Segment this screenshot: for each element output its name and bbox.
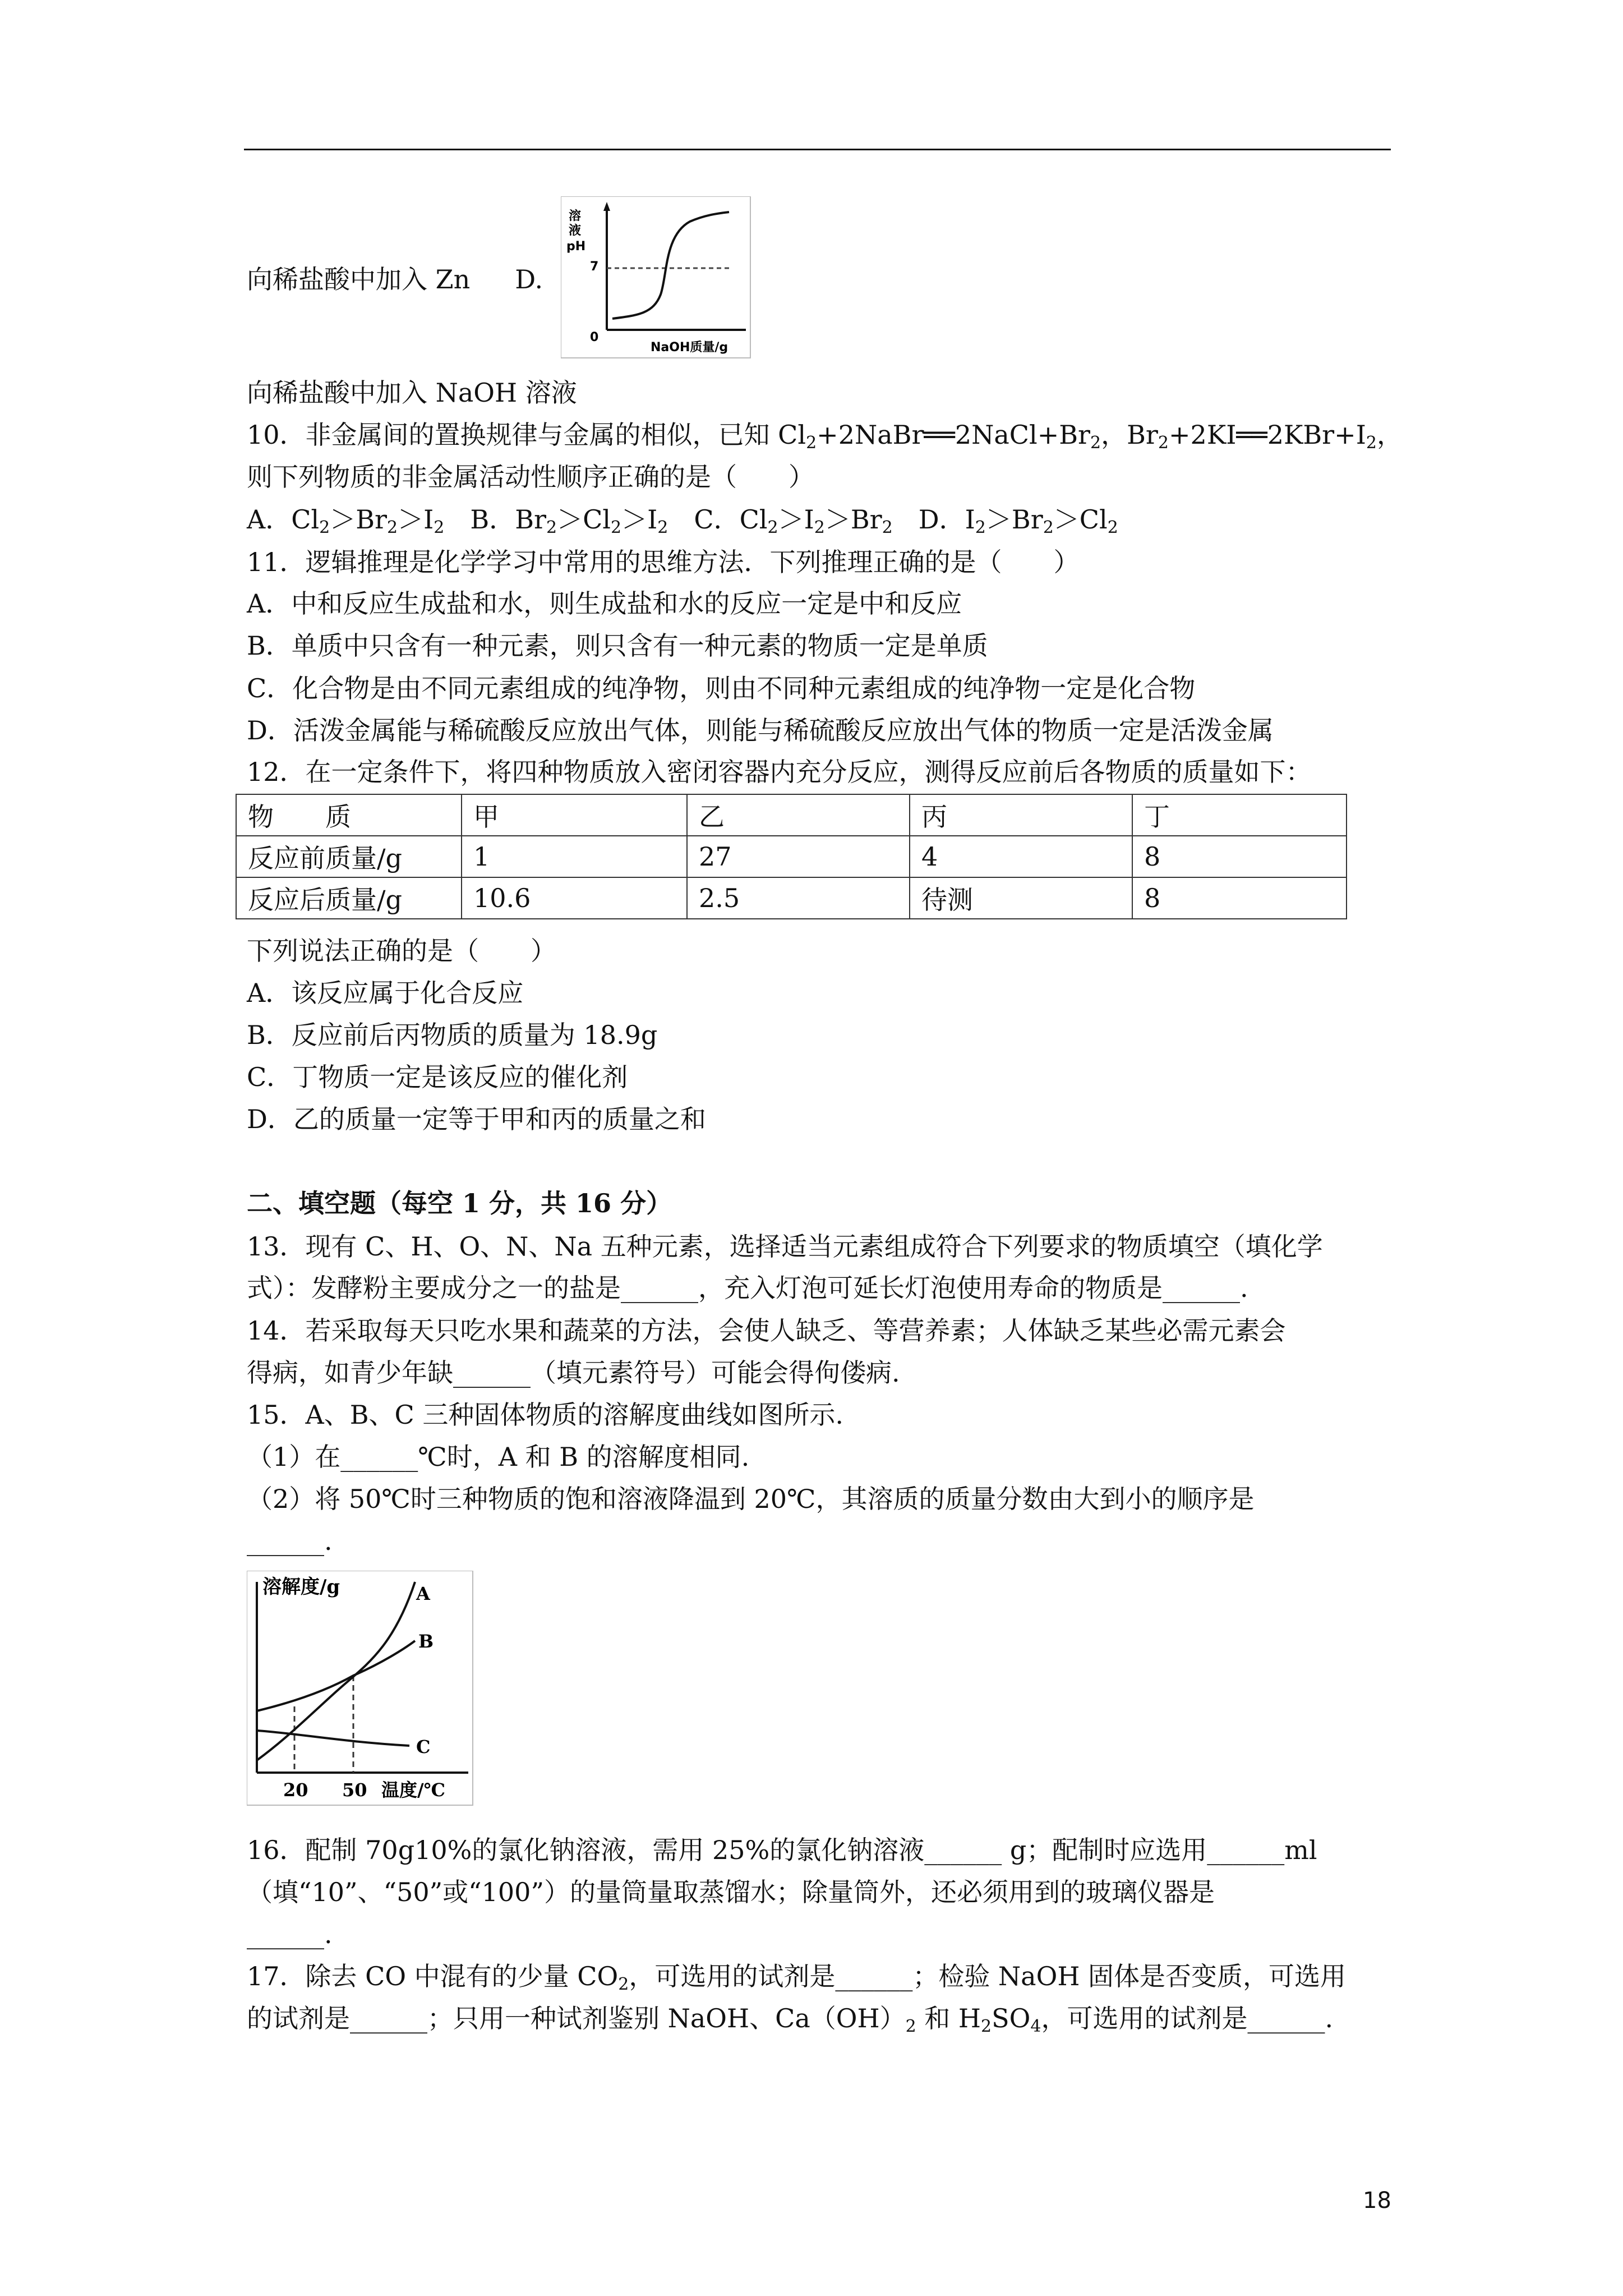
header-rule: [244, 149, 1391, 150]
origin-label: 0: [590, 330, 599, 344]
q15-stem: 15．A、B、C 三种固体物质的溶解度曲线如图所示.: [247, 1400, 843, 1430]
table-cell: 10.6: [462, 877, 687, 919]
q15-part2-blank: ______.: [247, 1526, 333, 1556]
table-cell: 甲: [462, 794, 687, 836]
q17-line2: 的试剂是______；只用一种试剂鉴别 NaOH、$Ca(OH)_2$ 和 $H_2SO_4$，可选用的试剂是______.: [247, 2003, 1334, 2036]
table-cell: 反应后质量/g: [236, 877, 462, 919]
q14-line2: 得病，如青少年缺______（填元素符号）可能会得佝偻病.: [247, 1358, 900, 1388]
table-cell: 物 质: [236, 794, 462, 836]
ph-curve-graph: [561, 196, 751, 359]
q12-prompt: 下列说法正确的是（ ）: [247, 936, 556, 966]
q17-line1: 17．除去 CO 中混有的少量 $CO_2$，可选用的试剂是______；检验 NaOH 固体是否变质，可选用: [247, 1961, 1347, 1994]
q10-line1: 10．非金属间的置换规律与金属的相似，已知 $Cl_2+2NaBr══2NaCl+Br_2$，$Br_2+2KI══2KBr+I_2$，: [247, 420, 1403, 453]
y-label-2: 液: [569, 224, 582, 238]
table-header-row: [236, 794, 1347, 836]
table-cell: 待测: [910, 877, 1132, 919]
label-b: B: [418, 1631, 434, 1652]
q12-stem: 12．在一定条件下，将四种物质放入密闭容器内充分反应，测得反应前后各物质的质量如下：: [247, 757, 1312, 787]
q10-line2: 则下列物质的非金属活动性顺序正确的是（ ）: [247, 462, 814, 492]
q11-stem: 11．逻辑推理是化学学习中常用的思维方法．下列推理正确的是（ ）: [247, 547, 1080, 577]
y-label-1: 溶: [569, 209, 582, 223]
table-cell: 27: [687, 836, 910, 877]
q15-part2: （2）将 50℃时三种物质的饱和溶液降温到 20℃，其溶质的质量分数由大到小的顺序是: [247, 1484, 1255, 1514]
table-cell: 乙: [687, 794, 910, 836]
q11-option-c: C．化合物是由不同元素组成的纯净物，则由不同种元素组成的纯净物一定是化合物: [247, 673, 1196, 703]
y-axis-label: 溶解度/g: [262, 1576, 340, 1598]
table-row: [236, 836, 1347, 877]
table-cell: 丁: [1132, 794, 1347, 836]
tick-20: 20: [283, 1779, 308, 1801]
y-label-3: pH: [566, 240, 586, 254]
q16-line1: 16．配制 70g10%的氯化钠溶液，需用 25%的氯化钠溶液______ g；配制时应选用______ml: [247, 1835, 1317, 1865]
q13-line1: 13．现有 C、H、O、N、Na 五种元素，选择适当元素组成符合下列要求的物质填空（填化学: [247, 1231, 1323, 1262]
table-cell: 丙: [910, 794, 1132, 836]
q11-option-a: A．中和反应生成盐和水，则生成盐和水的反应一定是中和反应: [247, 588, 962, 619]
q11-option-d: D．活泼金属能与稀硫酸反应放出气体，则能与稀硫酸反应放出气体的物质一定是活泼金属: [247, 715, 1274, 746]
option-d-caption: 向稀盐酸中加入 NaOH 溶液: [247, 378, 577, 408]
label-c: C: [416, 1736, 431, 1757]
label-a: A: [416, 1583, 430, 1604]
x-axis-label: NaOH质量/g: [651, 341, 728, 355]
q12-option-c: C．丁物质一定是该反应的催化剂: [247, 1062, 628, 1092]
q16-line3: ______.: [247, 1919, 333, 1949]
curve-b: [257, 1641, 415, 1711]
table-cell: 4: [910, 836, 1132, 877]
graph-frame: [561, 196, 750, 358]
graph-frame: [247, 1571, 473, 1805]
page-number: 18: [1363, 2188, 1391, 2214]
solubility-curve-graph: [247, 1571, 474, 1806]
section-heading: 二、填空题（每空 1 分，共 16 分）: [247, 1188, 672, 1218]
table-cell: 8: [1132, 836, 1347, 877]
q12-option-a: A．该反应属于化合反应: [247, 978, 524, 1008]
q10-options: A．$Cl_2>Br_2>I_2$ B．$Br_2>Cl_2>I_2$ C．$Cl_2>I_2>Br_2$ D．$I_2>Br_2>Cl_2$: [247, 504, 1118, 537]
q16-line2: （填“10”、“50”或“100”）的量筒量取蒸馏水；除量筒外，还必须用到的玻璃仪器是: [247, 1877, 1215, 1907]
ph-curve: [612, 212, 729, 319]
q12-mass-table: [236, 794, 1347, 919]
table-cell: 1: [462, 836, 687, 877]
table-cell: 2.5: [687, 877, 910, 919]
q12-option-b: B．反应前后丙物质的质量为 18.9g: [247, 1020, 658, 1050]
option-d-letter: D.: [515, 264, 543, 295]
q13-line2: 式）：发酵粉主要成分之一的盐是______，充入灯泡可延长灯泡使用寿命的物质是______.: [247, 1273, 1248, 1303]
q15-part1: （1）在______℃时，A 和 B 的溶解度相同.: [247, 1442, 750, 1472]
tick-50: 50: [342, 1779, 367, 1801]
table-cell: 8: [1132, 877, 1347, 919]
ph7-tick: 7: [590, 260, 599, 274]
option-c-caption: 向稀盐酸中加入 Zn D.: [247, 264, 543, 295]
q11-option-b: B．单质中只含有一种元素，则只含有一种元素的物质一定是单质: [247, 631, 988, 661]
q12-option-d: D．乙的质量一定等于甲和丙的质量之和: [247, 1104, 706, 1134]
q14-line1: 14．若采取每天只吃水果和蔬菜的方法，会使人缺乏、等营养素；人体缺乏某些必需元素会: [247, 1315, 1286, 1346]
x-axis-label: 温度/℃: [381, 1779, 446, 1801]
table-row: [236, 877, 1347, 919]
table-cell: 反应前质量/g: [236, 836, 462, 877]
y-axis-arrow: [603, 202, 610, 211]
